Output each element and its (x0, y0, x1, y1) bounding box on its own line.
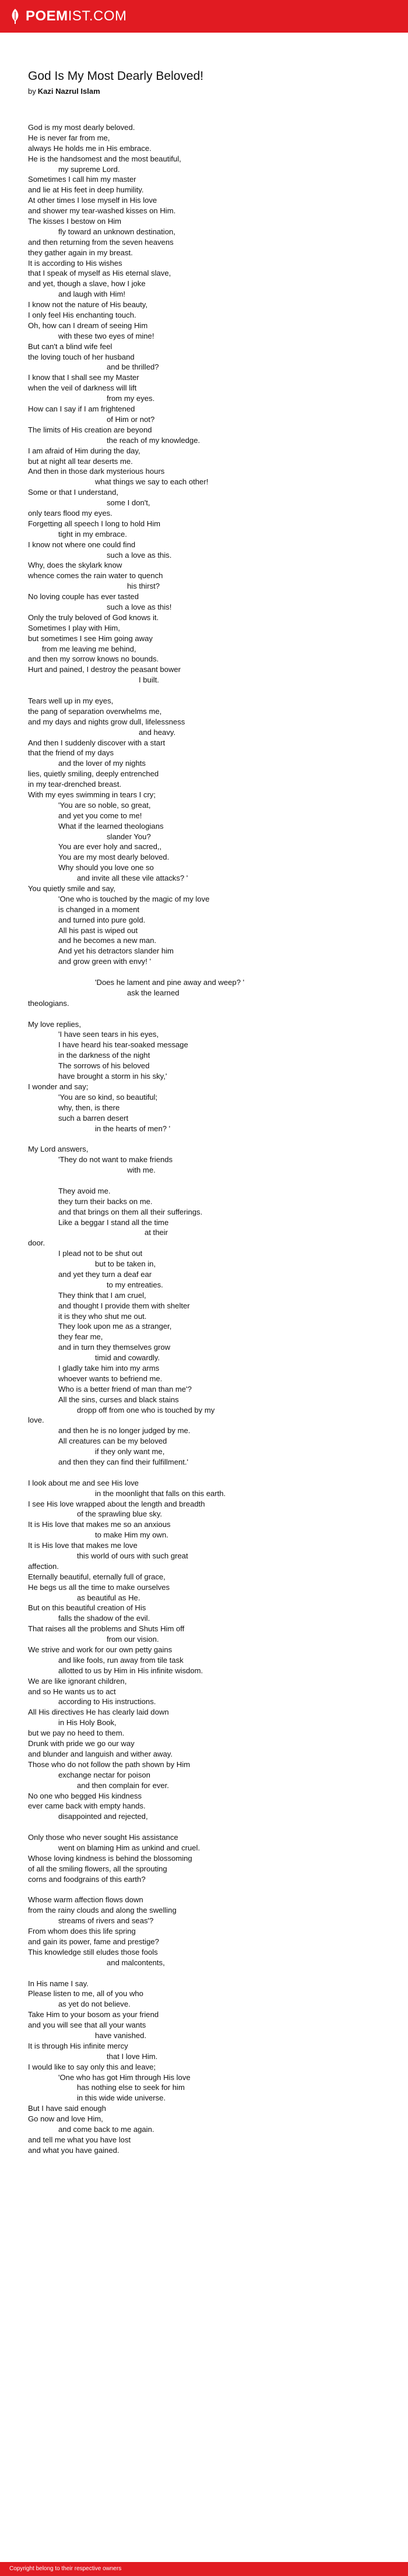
poem-line: and you will see that all your wants (28, 2021, 146, 2030)
poem-line: The limits of His creation are beyond (28, 425, 152, 434)
poem-line: such a barren desert (58, 1113, 129, 1122)
poem-line: lies, quietly smiling, deeply entrenched (28, 769, 159, 779)
poem-line: and tell me what you have lost (28, 2135, 131, 2144)
poem-line: but sometimes I see Him going away (28, 634, 153, 643)
poem-line: I know that I shall see my Master (28, 373, 139, 382)
poem-line: It is according to His wishes (28, 258, 122, 268)
poem-line: and then my sorrow knows no bounds. (28, 654, 159, 664)
poem-line: I wonder and say; (28, 1082, 89, 1091)
poem-line: and be thrilled? (107, 363, 159, 372)
poem-line: in the moonlight that falls on this earth. (95, 1488, 226, 1498)
poem-line: the reach of my knowledge. (107, 435, 201, 445)
poem-line: and that brings on them all their sufferings. (58, 1207, 203, 1216)
poem-line: 'One who is touched by the magic of my love (58, 894, 210, 903)
poem-line: according to His instructions. (58, 1697, 156, 1706)
poem-line: Eternally beautiful, eternally full of grace, (28, 1572, 166, 1581)
poem-line: This knowledge still eludes those fools (28, 1947, 158, 1956)
poem-line: love. (28, 1416, 44, 1425)
poem-line: I look about me and see His love (28, 1478, 139, 1487)
poem-line: have vanished. (95, 2030, 147, 2040)
site-logo[interactable] (9, 7, 127, 26)
poem-line: Forgetting all speech I long to hold Him (28, 519, 161, 528)
poem-line: from our vision. (107, 1635, 159, 1644)
poem-line: at their (145, 1228, 168, 1237)
poem-line: Sometimes I call him my master (28, 175, 136, 184)
poem-line: My love replies, (28, 1019, 81, 1029)
poem-line: in His Holy Book, (58, 1718, 117, 1727)
poem-line: and my days and nights grow dull, lifelessness (28, 717, 185, 726)
stanza-break (28, 1009, 380, 1019)
poem-line: and yet, though a slave, how I joke (28, 279, 146, 288)
poem-line: and shower my tear-washed kisses on Him. (28, 206, 176, 216)
poem-line: if they only want me, (95, 1447, 165, 1456)
poem-line: from me leaving me behind, (42, 644, 136, 653)
poem-line: You quietly smile and say, (28, 884, 115, 893)
poem-line: I built. (139, 675, 159, 685)
poem-line: allotted to us by Him in His infinite wisdom. (58, 1666, 203, 1675)
poem-byline (28, 86, 100, 96)
poem-line: I have heard his tear-soaked message (58, 1040, 188, 1050)
copyright-text: Copyright belong to their respective owners (9, 2566, 122, 2572)
poem-line: All his past is wiped out (58, 925, 138, 935)
poem-line: Please listen to me, all of you who (28, 1989, 143, 1998)
poem-line: I know not where one could find (28, 540, 136, 549)
poem-line: Like a beggar I stand all the time (58, 1217, 169, 1227)
poem-line: It is His love that makes me love (28, 1541, 138, 1550)
poem-line: that I love Him. (107, 2051, 158, 2061)
poem-line: 'You are so noble, so great, (58, 800, 151, 810)
poem-line: whence comes the rain water to quench (28, 571, 163, 580)
poem-line: always He holds me in His embrace. (28, 143, 152, 153)
poem-line: and what you have gained. (28, 2145, 119, 2155)
poem-line: and in turn they themselves grow (58, 1343, 171, 1352)
poem-line: of the sprawling blue sky. (77, 1509, 163, 1519)
poem-line: affection. (28, 1561, 59, 1571)
poem-line: and laugh with Him! (58, 290, 125, 299)
poem-line: and then complain for ever. (77, 1780, 169, 1790)
poem-line: And then in those dark mysterious hours (28, 467, 165, 476)
poem-line: and heavy. (139, 727, 176, 737)
poem-line: God is my most dearly beloved. (28, 123, 135, 132)
poem-line: his thirst? (127, 582, 160, 591)
poem-line: In His name I say. (28, 1979, 89, 1988)
poem-line: tight in my embrace. (58, 529, 127, 539)
poem-line: We strive and work for our own petty gains (28, 1645, 173, 1655)
poem-line: That raises all the problems and Shuts Him off (28, 1624, 185, 1634)
poem-line: But can't a blind wife feel (28, 342, 112, 351)
poem-line: and the lover of my nights (58, 759, 146, 768)
poem-line: theologians. (28, 998, 69, 1008)
poem-line: And then I suddenly discover with a start (28, 738, 166, 747)
poem-line: And yet his detractors slander him (58, 946, 174, 956)
poem-line: Who is a better friend of man than me'? (58, 1384, 192, 1393)
poem-line: they gather again in my breast. (28, 248, 133, 257)
poem-line: Only the truly beloved of God knows it. (28, 613, 159, 622)
poem-line: dropp off from one who is touched by my (77, 1405, 215, 1414)
poem-line: 'I have seen tears in his eyes, (58, 1030, 159, 1039)
poem-line: to make Him my own. (95, 1530, 168, 1540)
poem-line: and then he is no longer judged by me. (58, 1426, 191, 1435)
poem-line: We are like ignorant children, (28, 1676, 127, 1685)
poem-line: and thought I provide them with shelter (58, 1301, 190, 1310)
poem-line: but we pay no heed to them. (28, 1729, 125, 1738)
poem-line: I only feel His enchanting touch. (28, 311, 136, 320)
poem-line: and gain its power, fame and prestige? (28, 1937, 159, 1946)
poem-line: with me. (127, 1166, 156, 1175)
poem-line: and grow green with envy! ' (58, 957, 151, 966)
poem-line: 'Does he lament and pine away and weep? ' (95, 978, 245, 987)
poem-line: Tears well up in my eyes, (28, 696, 114, 705)
poem-line: and like fools, run away from tile task (58, 1655, 184, 1664)
poem-line: He is the handsomest and the most beautiful, (28, 154, 181, 163)
poem-line: why, then, is there (58, 1103, 120, 1112)
poem-line: from my eyes. (107, 394, 155, 403)
poem-line: disappointed and rejected, (58, 1812, 148, 1821)
poem-line: in the hearts of men? ' (95, 1124, 171, 1133)
poem-line: But I have said enough (28, 2104, 106, 2113)
poem-line: falls the shadow of the evil. (58, 1614, 150, 1623)
poem-line: How can I say if I am frightened (28, 404, 135, 414)
poem-line: I would like to say only this and leave; (28, 2062, 156, 2071)
poem-line: ever came back with empty hands. (28, 1801, 146, 1811)
poem-line: Oh, how can I dream of seeing Him (28, 321, 148, 330)
poem-line: 'One who has got Him through His love (58, 2072, 191, 2082)
poem-line: Some or that I understand, (28, 488, 119, 497)
poem-line: fly toward an unknown destination, (58, 227, 175, 236)
poem-line: But on this beautiful creation of His (28, 1603, 146, 1613)
poem-line: as beautiful as He. (77, 1593, 140, 1602)
poem-line: that the friend of my days (28, 748, 114, 758)
poem-line: and come back to me again. (58, 2125, 154, 2134)
stanza-break (28, 967, 380, 977)
poem-line: some I don't, (107, 498, 150, 508)
poem-line: and then returning from the seven heavens (28, 237, 174, 247)
poem-body (28, 122, 380, 2156)
stanza-break (28, 685, 380, 696)
poem-line: and malcontents, (107, 1958, 165, 1967)
poem-line: It is His love that makes me so an anxious (28, 1520, 171, 1529)
poem-line: You are my most dearly beloved. (58, 853, 170, 862)
poem-line: ask the learned (127, 988, 180, 997)
poem-line: He is never far from me, (28, 133, 110, 142)
poem-line: and then they can find their fulfillment.' (58, 1458, 189, 1466)
poem-title: God Is My Most Dearly Beloved! (28, 69, 204, 83)
poem-line: Why should you love one so (58, 863, 154, 872)
stanza-break (28, 1822, 380, 1832)
poem-line: Sometimes I play with Him, (28, 623, 120, 632)
poem-line: They think that I am cruel, (58, 1290, 146, 1300)
poem-line: the pang of separation overwhelms me, (28, 706, 162, 716)
poem-line: You are ever holy and sacred,, (58, 842, 162, 851)
poem-line: Whose warm affection flows down (28, 1895, 143, 1905)
poem-line: Hurt and pained, I destroy the peasant bower (28, 665, 181, 674)
poem-line: and lie at His feet in deep humility. (28, 185, 144, 195)
poem-line: Drunk with pride we go our way (28, 1739, 135, 1748)
poem-line: went on blaming Him as unkind and cruel. (58, 1843, 201, 1852)
poem-line: The kisses I bestow on Him (28, 217, 122, 226)
poem-line: exchange nectar for poison (58, 1770, 150, 1779)
poem-line: but to be taken in, (95, 1259, 156, 1269)
poem-line: the loving touch of her husband (28, 352, 135, 361)
poem-line: Why, does the skylark know (28, 561, 122, 570)
poem-line: It is through His infinite mercy (28, 2041, 128, 2050)
poem-line: I know not the nature of His beauty, (28, 300, 148, 309)
poem-line: and so He wants us to act (28, 1687, 116, 1696)
logo-text: POEMIST.COM (26, 8, 127, 24)
poem-line: but at night all tear deserts me. (28, 456, 133, 466)
author-link[interactable]: Kazi Nazrul Islam (37, 87, 100, 96)
poem-line: whoever wants to befriend me. (58, 1374, 163, 1383)
byline-prefix: by (28, 87, 36, 96)
poem-line: and blunder and languish and wither away. (28, 1749, 173, 1758)
stanza-break (28, 1968, 380, 1979)
poem-line: and invite all these vile attacks? ' (77, 874, 188, 883)
poem-line: I plead not to be shut out (58, 1249, 143, 1258)
poem-line: is changed in a moment (58, 905, 140, 914)
poem-line: when the veil of darkness will lift (28, 383, 137, 393)
stanza-break (28, 1134, 380, 1144)
poem-line: of Him or not? (107, 414, 155, 424)
stanza-break (28, 1468, 380, 1478)
poem-line: has nothing else to seek for him (77, 2083, 185, 2092)
poem-line: in this wide wide universe. (77, 2093, 166, 2103)
poem-line: and he becomes a new man. (58, 936, 157, 945)
poem-line: All His directives He has clearly laid down (28, 1708, 169, 1717)
poem-line: The sorrows of his beloved (58, 1061, 150, 1071)
poem-line: and yet you come to me! (58, 811, 142, 820)
poem-line: have brought a storm in his sky,' (58, 1072, 167, 1081)
poem-line: in the darkness of the night (58, 1051, 150, 1060)
poem-line: that I speak of myself as His eternal slave, (28, 269, 171, 278)
site-header (0, 0, 408, 33)
poem-line: They avoid me. (58, 1186, 111, 1195)
poem-line: My Lord answers, (28, 1145, 89, 1154)
poem-line: from the rainy clouds and along the swelling (28, 1906, 177, 1915)
poem-line: 'They do not want to make friends (58, 1155, 173, 1164)
poem-line: What if the learned theologians (58, 821, 164, 830)
poem-line: only tears flood my eyes. (28, 508, 112, 518)
poem-line: slander You? (107, 832, 151, 841)
poem-line: in my tear-drenched breast. (28, 780, 122, 789)
poem-line: With my eyes swimming in tears I cry; (28, 790, 156, 799)
poem-line: of all the smiling flowers, all the sprouting (28, 1864, 167, 1873)
quill-pen-icon (9, 8, 21, 24)
poem-line: and turned into pure gold. (58, 915, 146, 924)
poem-line: as yet do not believe. (58, 2000, 131, 2009)
poem-line: He begs us all the time to make ourselves (28, 1582, 170, 1592)
poem-line: it is they who shut me out. (58, 1311, 147, 1321)
poem-line: this world of ours with such great (77, 1551, 188, 1561)
poem-line: Whose loving kindness is behind the blossoming (28, 1853, 192, 1863)
poem-line: such a love as this! (107, 602, 172, 611)
poem-line: and yet they turn a deaf ear (58, 1269, 152, 1279)
poem-line: door. (28, 1238, 45, 1248)
poem-line: All creatures can be my beloved (58, 1437, 167, 1446)
poem-line: timid and cowardly. (95, 1353, 160, 1363)
poem-line: I gladly take him into my arms (58, 1363, 160, 1373)
poem-line: At other times I lose myself in His love (28, 196, 157, 205)
poem-line: such a love as this. (107, 550, 172, 559)
poem-line: they turn their backs on me. (58, 1196, 153, 1206)
poem-line: Those who do not follow the path shown by Him (28, 1759, 191, 1769)
poem-line: All the sins, curses and black stains (58, 1395, 179, 1404)
poem-line: Take Him to your bosom as your friend (28, 2010, 159, 2019)
poem-line: to my entreaties. (107, 1280, 163, 1289)
stanza-break (28, 1176, 380, 1186)
poem-line: they fear me, (58, 1332, 103, 1342)
poem-line: They look upon me as a stranger, (58, 1322, 172, 1331)
poem-line: I am afraid of Him during the day, (28, 446, 140, 455)
poem-line: From whom does this life spring (28, 1927, 136, 1936)
poem-line: No one who begged His kindness (28, 1791, 142, 1800)
poem-line: corns and foodgrains of this earth? (28, 1874, 146, 1884)
poem-line: with these two eyes of mine! (58, 331, 154, 340)
poem-line: Only those who never sought His assistance (28, 1833, 178, 1842)
poem-line: 'You are so kind, so beautiful; (58, 1092, 158, 1102)
poem-line: what things we say to each other! (95, 477, 209, 487)
poem-line: I see His love wrapped about the length and breadth (28, 1499, 205, 1508)
poem-line: No loving couple has ever tasted (28, 592, 139, 601)
poem-line: Go now and love Him, (28, 2114, 103, 2124)
poem-line: my supreme Lord. (58, 164, 120, 174)
stanza-break (28, 1885, 380, 1895)
site-footer (0, 2562, 408, 2576)
poem-line: streams of rivers and seas'? (58, 1916, 154, 1926)
